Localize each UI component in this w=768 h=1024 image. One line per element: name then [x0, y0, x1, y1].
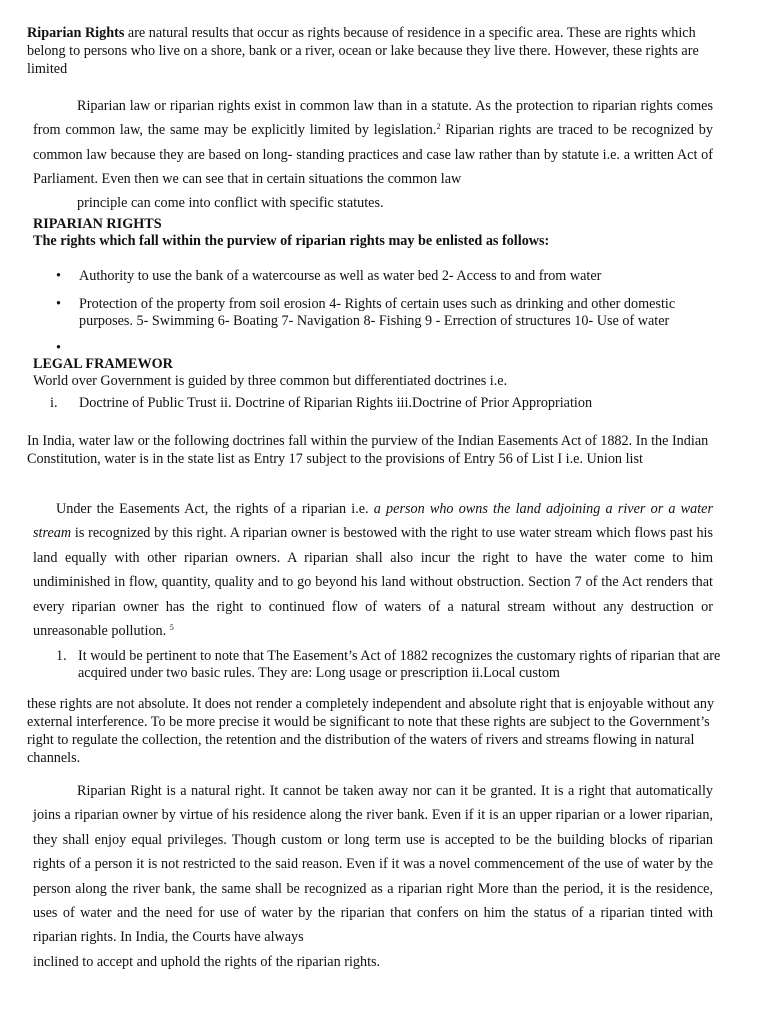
- common-law-paragraph: [33, 94, 713, 215]
- bullet-text: Protection of the property from soil erosion 4- Rights of certain uses such as drinking and other domestic purposes. 5- Swimming 6- Boating 7- Navigation 8- Fishing 9 - Errection of structures 10- Use of water: [79, 296, 676, 329]
- rights-enlisted-heading: The rights which fall within the purview of riparian rights may be enlisted as follows:: [33, 233, 550, 249]
- list-number: 1.: [56, 648, 67, 664]
- intro-text: are natural results that occur as rights because of residence in a specific area. These are rights which belong to persons who live on a shore, bank or a river, ocean or lake because they live there. However, these rights are limited: [27, 25, 699, 77]
- natural-right-text-b: inclined to accept and uphold the rights of the riparian rights.: [33, 953, 381, 970]
- bullet-icon: •: [56, 296, 61, 312]
- intro-lead-term: Riparian Rights: [27, 25, 125, 41]
- list-text: It would be pertinent to note that The Easement’s Act of 1882 recognizes the customary rights of riparian that are acquired under two basic rules. They are: Long usage or prescription ii.Local custom: [78, 648, 721, 681]
- riparian-rights-heading: RIPARIAN RIGHTS: [33, 216, 162, 232]
- doctrines-intro: World over Government is guided by three common but differentiated doctrines i.e.: [33, 373, 508, 389]
- easements-text-a: Under the Easements Act, the rights of a riparian i.e.: [56, 501, 374, 517]
- bullet-icon: •: [56, 340, 61, 356]
- common-law-text-b: Riparian rights are traced to be recognized by common law because they are based on long- standing practices and case law rather than by statute i.e. a written Act of Parliament. Even then we can see that in certain situations the common law: [33, 122, 713, 187]
- bullet-text: Authority to use the bank of a watercourse as well as water bed 2- Access to and from water: [79, 268, 602, 284]
- legal-framework-heading: LEGAL FRAMEWOR: [33, 356, 173, 372]
- india-water-law-paragraph: In India, water law or the following doctrines fall within the purview of the Indian Easements Act of 1882. In the Indian Constitution, water is in the state list as Entry 17 subject to the provisions of Entry 56 of List I i.e. Union list: [27, 433, 709, 467]
- natural-right-text-a: Riparian Right is a natural right. It cannot be taken away nor can it be granted. It is a right that automatically joins a riparian owner by virtue of his residence along the river bank. Even if it is an upper riparian or a lower riparian, they shall enjoy equal privileges. Though custom or long term use is accepted to be the building blocks of riparian rights of a person it is not restricted to the said reason. Even if it was a novel commencement of the use of water by the person along the river bank, the same shall be recognized as a riparian right More than the period, it is the residence, uses of water and the need for use of water by the riparian that confers on him the status of a riparian tinted with riparian rights. In India, the Courts have always: [33, 783, 713, 946]
- not-absolute-paragraph: these rights are not absolute. It does not render a completely independent and absolute right that is enjoyable without any external interference. To be more precise it would be significant to note that these rights are subject to the Government’s right to regulate the collection, the retention and the distribution of the waters of rivers and streams flowing in natural channels.: [27, 696, 715, 766]
- natural-right-paragraph: [33, 779, 713, 974]
- intro-paragraph: [27, 24, 733, 78]
- list-number: i.: [50, 395, 58, 411]
- easements-act-paragraph: [33, 497, 713, 643]
- common-law-text-c: principle can come into conflict with specific statutes.: [77, 195, 384, 212]
- riparian-definition: a person who owns the land adjoining a river or a water stream: [33, 501, 713, 542]
- easements-text-b: is recognized by this right. A riparian owner is bestowed with the right to use water stream which flows past his land equally with other riparian owners. A riparian shall also incur the right to have the water come to him undiminished in flow, quantity, quality and to go beyond his land without obstruction. Section 7 of the Act renders that every riparian owner has the right to continued flow of waters of a natural stream without any destruction or unreasonable pollution.: [33, 525, 713, 640]
- footnote-ref-5: 5: [169, 623, 174, 633]
- footnote-ref-2: 2: [436, 122, 441, 132]
- bullet-icon: •: [56, 268, 61, 284]
- list-text: Doctrine of Public Trust ii. Doctrine of Riparian Rights iii.Doctrine of Prior Appropriation: [79, 395, 593, 411]
- common-law-text-a: Riparian law or riparian rights exist in common law than in a statute. As the protection to riparian rights comes from common law, the same may be explicitly limited by legislation.: [33, 98, 713, 139]
